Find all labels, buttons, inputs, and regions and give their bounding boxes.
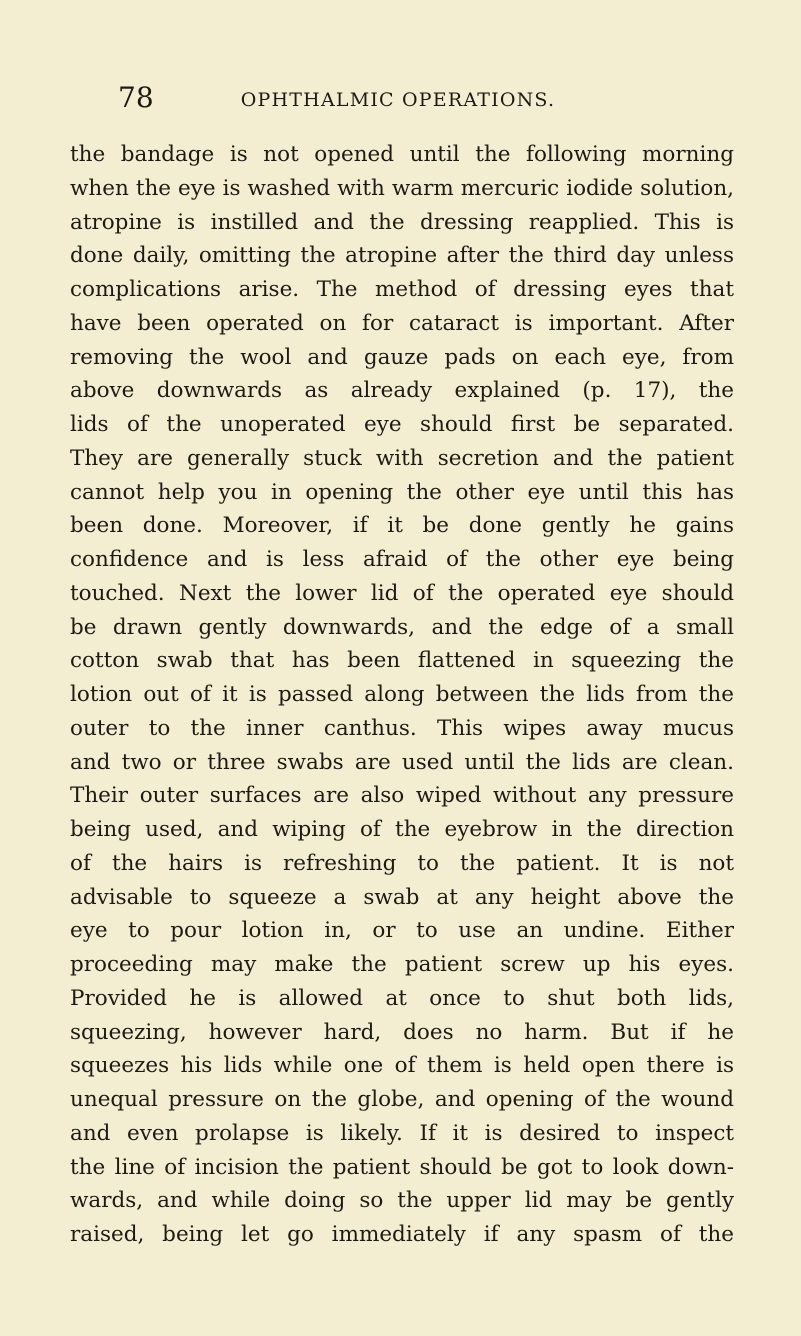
- text-line: cannot help you in opening the other eye until this has: [70, 479, 734, 505]
- text-line: done daily, omitting the atropine after the third day unless: [70, 243, 734, 269]
- text-line: lids of the unoperated eye should first be separated.: [70, 412, 734, 437]
- text-line: the bandage is not opened until the following morning: [70, 142, 734, 167]
- text-line: atropine is instilled and the dressing reapplied. This is: [70, 209, 734, 235]
- text-line: above downwards as already explained (p. 17), the: [70, 378, 734, 404]
- text-line: have been operated on for cataract is important. After: [70, 310, 734, 336]
- text-line: proceeding may make the patient screw up his eyes.: [70, 952, 734, 977]
- text-line: eye to pour lotion in, or to use an undine. Either: [70, 918, 734, 944]
- running-head: [118, 78, 678, 118]
- text-line: Their outer surfaces are also wiped without any pressure: [70, 783, 734, 809]
- body-text: [70, 138, 734, 1252]
- text-line: been done. Moreover, if it be done gently he gains: [70, 513, 734, 539]
- text-line: squeezing, however hard, does no harm. But if he: [70, 1019, 734, 1045]
- text-line: Provided he is allowed at once to shut both lids,: [70, 985, 734, 1011]
- text-line: squeezes his lids while one of them is held open there is: [70, 1053, 734, 1079]
- text-line: being used, and wiping of the eyebrow in the direction: [70, 817, 734, 842]
- text-line: unequal pressure on the globe, and opening of the wound: [70, 1087, 734, 1112]
- text-line: be drawn gently downwards, and the edge of a small: [70, 614, 734, 640]
- text-line: complications arise. The method of dressing eyes that: [70, 277, 734, 302]
- text-line: raised, being let go immediately if any spasm of the: [70, 1222, 734, 1247]
- text-line: and even prolapse is likely. If it is desired to inspect: [70, 1120, 734, 1146]
- text-line: cotton swab that has been flattened in squeezing the: [70, 648, 734, 674]
- text-line: touched. Next the lower lid of the operated eye should: [70, 580, 734, 606]
- text-line: lotion out of it is passed along between the lids from the: [70, 682, 734, 707]
- text-line: of the hairs is refreshing to the patient. It is not: [70, 850, 734, 876]
- page-number: 78: [118, 81, 154, 114]
- text-line: confidence and is less afraid of the other eye being: [70, 547, 734, 572]
- text-line: They are generally stuck with secretion and the patient: [70, 445, 734, 471]
- text-line: advisable to squeeze a swab at any height above the: [70, 884, 734, 910]
- text-line: when the eye is washed with warm mercuric iodide solution,: [70, 175, 734, 201]
- text-line: outer to the inner canthus. This wipes away mucus: [70, 715, 734, 741]
- text-line: removing the wool and gauze pads on each eye, from: [70, 344, 734, 370]
- text-line: and two or three swabs are used until the lids are clean.: [70, 749, 734, 775]
- running-title: OPHTHALMIC OPERATIONS.: [240, 89, 556, 111]
- text-line: the line of incision the patient should be got to look down-: [70, 1154, 734, 1180]
- text-line: wards, and while doing so the upper lid may be gently: [70, 1188, 734, 1214]
